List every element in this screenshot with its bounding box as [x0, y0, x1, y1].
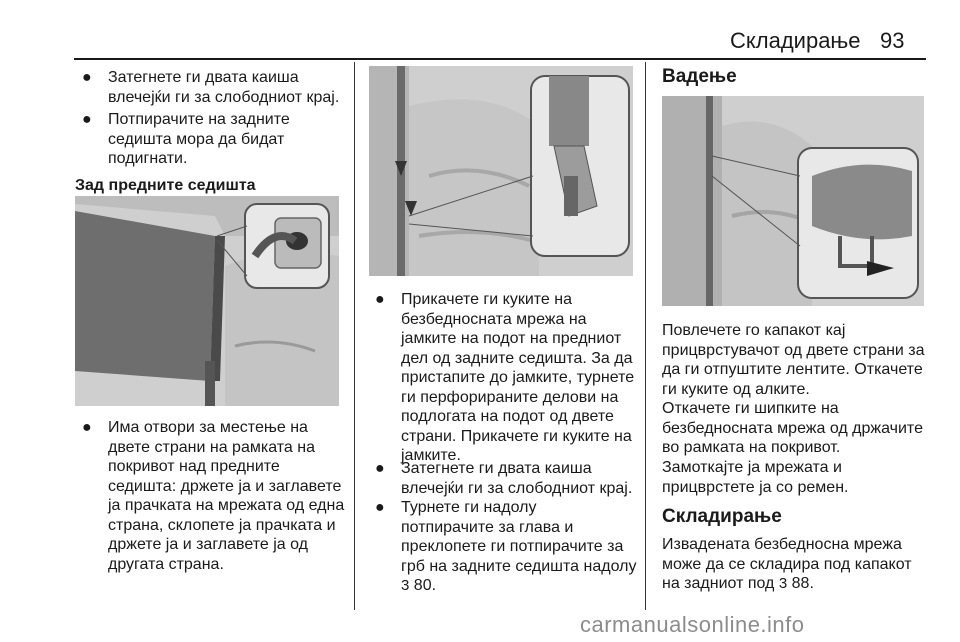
reference-arrow-icon: 3 — [401, 577, 410, 594]
section-heading: Складирање — [662, 506, 782, 527]
page-title: Складирање — [730, 28, 861, 53]
figure-removal — [662, 96, 924, 306]
paragraph: Извадената безбедносна мрежа може да се складира под капакот на задниот под 3 88. — [662, 536, 912, 592]
bullet-text: Затегнете ги двата каиша влечејќи ги за слободниот крај. — [108, 69, 340, 106]
watermark: carmanualsonline.info — [580, 612, 805, 637]
page-reference[interactable]: 3 80. — [401, 577, 437, 594]
bullet-text: Има отвори за местење на двете страни на рамката на покривот над предните седишта: држете ја и заглавете ја прачката на мрежата од една страна, склопете ја прачката и држете ја и заглавете ја од другата страна. — [108, 419, 345, 573]
header-rule — [74, 58, 926, 60]
bullet-icon: ● — [375, 460, 385, 477]
section-heading: Вадење — [662, 66, 737, 87]
bullet-text: Затегнете ги двата каиша влечејќи ги за слободниот крај. — [401, 460, 633, 497]
bullet-text: Потпирачите на задните седишта мора да бидат подигнати. — [108, 111, 290, 167]
figure-floor-hooks — [369, 66, 633, 276]
bullet-icon: ● — [375, 291, 385, 308]
bullet-icon: ● — [82, 111, 92, 128]
reference-arrow-icon: 3 — [778, 575, 788, 592]
bullet-text: Прикачете ги куките на безбедносната мрежа на јамките на подот на предниот дел од задните седишта. За да пристапите до јамките, турнете ги перфорираните делови на подлогата на подот од двете страни. Прикачете ги куките на јамките. — [401, 291, 635, 464]
bullet-icon: ● — [82, 69, 92, 86]
bullet-icon: ● — [82, 419, 92, 436]
page-number: 93 — [880, 28, 905, 53]
removal-illustration — [662, 96, 924, 306]
paragraph: Повлечете го капакот кај прицврстувачот од двете страни за да ги отпуштите лентите. Откачете ги куките од алките. — [662, 322, 925, 398]
roof-rail-illustration — [75, 196, 339, 406]
paragraph: Замоткајте ја мрежата и прицврстете ја со ремен. — [662, 459, 849, 496]
paragraph: Откачете ги шипките на безбедносната мрежа од држачите во рамката на покривот. — [662, 400, 923, 456]
figure-roof-rail-net — [75, 196, 339, 406]
bullet-text: Турнете ги надолу потпирачите за глава и преклопете ги потпирачите за грб на задните седишта надолу — [401, 499, 637, 575]
page-reference[interactable]: 3 88. — [778, 575, 814, 592]
section-heading: Зад предните седишта — [75, 177, 256, 194]
bullet-icon: ● — [375, 499, 385, 516]
floor-hooks-illustration — [369, 66, 633, 276]
